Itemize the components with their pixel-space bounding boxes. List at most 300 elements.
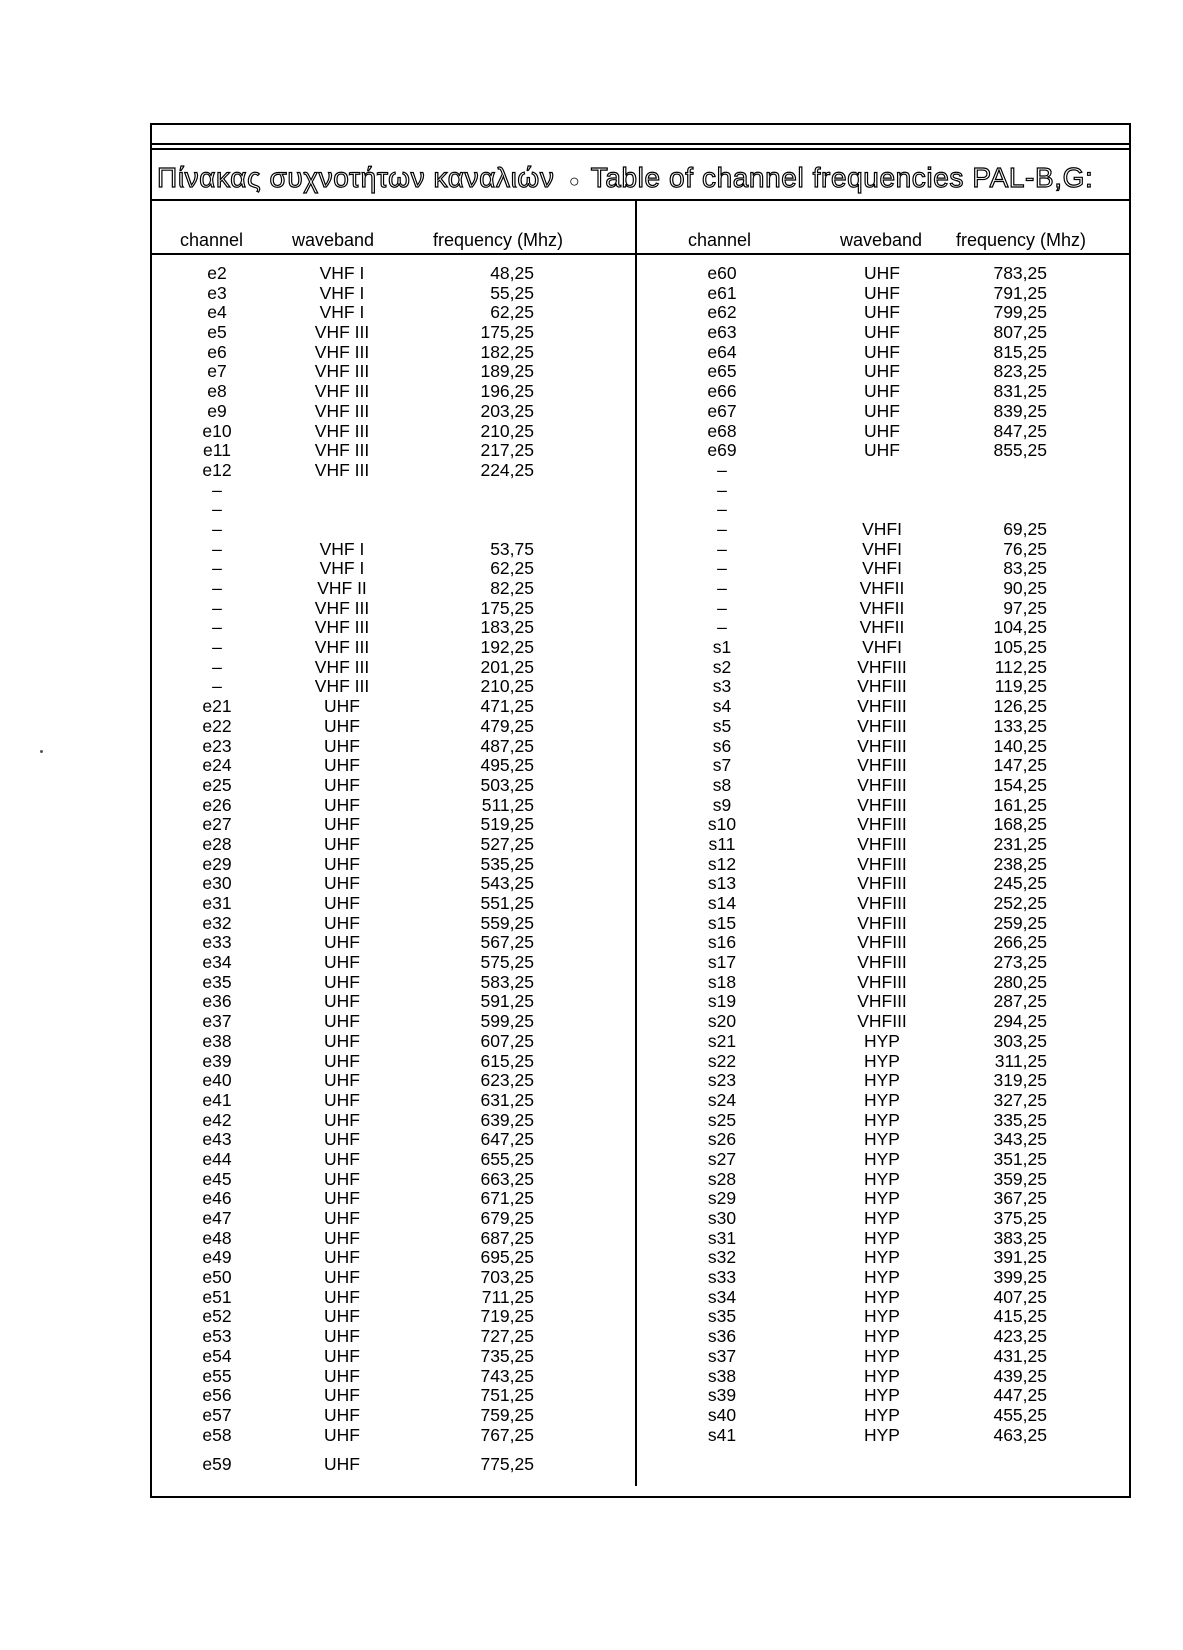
cell-channel: s9	[712, 794, 732, 815]
table-row	[152, 1032, 635, 1052]
cell-frequency: 97,25	[1003, 597, 1047, 618]
table-row	[152, 894, 635, 914]
cell-waveband: VHF III	[314, 322, 370, 343]
cell-channel: e53	[202, 1326, 232, 1347]
cell-waveband: VHFIII	[857, 735, 907, 756]
cell-channel: e51	[202, 1286, 232, 1307]
table-row	[637, 303, 1131, 323]
cell-waveband: UHF	[324, 1148, 360, 1169]
cell-waveband: UHF	[864, 322, 900, 343]
cell-frequency: 399,25	[993, 1267, 1047, 1288]
left-table-header	[152, 199, 635, 255]
cell-channel: e35	[202, 971, 232, 992]
cell-channel: s21	[707, 1030, 737, 1051]
cell-frequency: 407,25	[993, 1286, 1047, 1307]
cell-frequency: 217,25	[480, 440, 534, 461]
table-row	[152, 1367, 635, 1387]
header-frequency: frequency (Mhz)	[956, 230, 1087, 250]
table-row	[637, 737, 1131, 757]
cell-channel: e11	[203, 440, 231, 461]
cell-channel: s40	[707, 1404, 737, 1425]
cell-channel: s39	[707, 1385, 737, 1406]
cell-frequency: 367,25	[993, 1188, 1047, 1209]
cell-waveband: UHF	[324, 1109, 360, 1130]
table-row	[637, 284, 1131, 304]
cell-frequency: 791,25	[993, 282, 1047, 303]
table-row	[637, 953, 1131, 973]
cell-waveband: VHF III	[314, 617, 370, 638]
cell-waveband: VHFII	[859, 617, 905, 638]
table-row	[637, 1170, 1131, 1190]
cell-waveband: VHFIII	[857, 873, 907, 894]
page-title	[157, 158, 1093, 198]
cell-frequency: 599,25	[480, 1011, 534, 1032]
title-separator-icon: ○	[568, 171, 581, 191]
cell-channel: s7	[712, 755, 732, 776]
table-row	[152, 658, 635, 678]
cell-frequency: 319,25	[993, 1070, 1047, 1091]
cell-channel: e64	[707, 341, 737, 362]
cell-frequency: 639,25	[480, 1109, 534, 1130]
cell-waveband: VHFIII	[857, 696, 907, 717]
cell-frequency: 69,25	[1003, 518, 1047, 539]
cell-frequency: 303,25	[993, 1030, 1047, 1051]
table-row	[637, 697, 1131, 717]
cell-channel: e27	[202, 814, 232, 835]
cell-channel: e62	[707, 302, 737, 323]
table-row	[637, 422, 1131, 442]
cell-channel: e55	[202, 1365, 232, 1386]
cell-waveband: HYP	[864, 1089, 900, 1110]
table-row	[152, 776, 635, 796]
cell-channel: s33	[707, 1267, 737, 1288]
cell-channel: e48	[202, 1227, 232, 1248]
table-row	[152, 914, 635, 934]
cell-waveband: HYP	[864, 1168, 900, 1189]
cell-channel: e36	[202, 991, 232, 1012]
cell-frequency: 735,25	[480, 1345, 534, 1366]
cell-channel: e34	[202, 952, 232, 973]
cell-waveband: VHF III	[314, 597, 370, 618]
cell-channel: e4	[207, 302, 227, 323]
cell-channel: –	[212, 578, 222, 598]
cell-waveband: VHF III	[314, 440, 370, 461]
cell-channel: e54	[202, 1345, 232, 1366]
cell-waveband: HYP	[864, 1227, 900, 1248]
cell-channel: s28	[707, 1168, 737, 1189]
cell-waveband: UHF	[324, 1208, 360, 1228]
cell-waveband: UHF	[324, 1404, 360, 1425]
cell-frequency: 583,25	[480, 971, 534, 992]
cell-channel: e65	[707, 361, 737, 382]
cell-frequency: 631,25	[480, 1089, 534, 1110]
cell-frequency: 751,25	[480, 1385, 534, 1406]
cell-channel: s5	[712, 715, 732, 736]
cell-frequency: 104,25	[993, 617, 1047, 638]
top-rule-inner	[152, 148, 1129, 150]
cell-frequency: 359,25	[993, 1168, 1047, 1189]
cell-waveband: VHFI	[862, 538, 902, 559]
cell-frequency: 203,25	[480, 400, 534, 421]
cell-channel: –	[212, 518, 222, 539]
cell-channel: s3	[712, 676, 732, 697]
table-row	[152, 1386, 635, 1406]
cell-channel: s13	[707, 873, 737, 894]
cell-channel: e6	[207, 341, 227, 362]
cell-waveband: UHF	[324, 873, 360, 894]
table-row	[152, 1209, 635, 1229]
cell-channel: –	[717, 499, 727, 520]
cell-frequency: 447,25	[993, 1385, 1047, 1406]
cell-waveband: UHF	[324, 971, 360, 992]
table-row	[152, 874, 635, 894]
cell-frequency: 48,25	[490, 263, 534, 283]
table-row	[152, 1130, 635, 1150]
cell-waveband: UHF	[324, 1050, 360, 1071]
cell-channel: e2	[207, 263, 227, 283]
table-row	[637, 658, 1131, 678]
cell-waveband: VHFII	[859, 597, 905, 618]
cell-frequency: 192,25	[480, 637, 534, 658]
cell-channel: e66	[707, 381, 737, 402]
cell-channel: e24	[202, 755, 232, 776]
cell-frequency: 238,25	[993, 853, 1047, 874]
cell-waveband: VHF II	[317, 578, 367, 598]
cell-waveband: VHFIII	[857, 853, 907, 874]
cell-frequency: 775,25	[480, 1454, 534, 1475]
cell-frequency: 231,25	[993, 833, 1047, 854]
cell-waveband: VHF III	[314, 381, 370, 402]
cell-channel: s32	[707, 1247, 737, 1268]
cell-frequency: 343,25	[993, 1129, 1047, 1150]
cell-channel: –	[212, 538, 222, 559]
table-row	[152, 540, 635, 560]
cell-waveband: UHF	[864, 341, 900, 362]
cell-waveband: HYP	[864, 1030, 900, 1051]
cell-waveband: UHF	[324, 1345, 360, 1366]
cell-frequency: 266,25	[993, 932, 1047, 953]
cell-channel: e7	[207, 361, 227, 382]
table-row	[637, 1012, 1131, 1032]
cell-waveband: UHF	[324, 1365, 360, 1386]
cell-channel: e57	[202, 1404, 232, 1425]
cell-channel: e33	[202, 932, 232, 953]
table-row	[152, 422, 635, 442]
cell-channel: s8	[712, 774, 732, 795]
table-row	[152, 362, 635, 382]
cell-waveband: UHF	[324, 912, 360, 933]
cell-frequency: 112,25	[994, 656, 1047, 677]
cell-frequency: 90,25	[1003, 578, 1047, 598]
cell-waveband: UHF	[324, 1129, 360, 1150]
cell-channel: e56	[202, 1385, 232, 1406]
cell-channel: –	[212, 617, 222, 638]
table-row	[637, 579, 1131, 599]
cell-frequency: 53,75	[490, 538, 534, 559]
cell-waveband: VHFIII	[857, 1011, 907, 1032]
table-row	[637, 1229, 1131, 1249]
cell-waveband: VHFIII	[857, 656, 907, 677]
table-row	[637, 638, 1131, 658]
cell-channel: s14	[707, 893, 737, 913]
cell-waveband: UHF	[324, 952, 360, 973]
cell-channel: s37	[707, 1345, 737, 1366]
table-row	[152, 402, 635, 422]
table-row	[152, 1189, 635, 1209]
cell-waveband: VHF III	[314, 361, 370, 382]
cell-frequency: 287,25	[993, 991, 1047, 1012]
table-row	[637, 796, 1131, 816]
cell-channel: –	[212, 656, 222, 677]
table-row	[637, 1386, 1131, 1406]
cell-channel: e52	[202, 1306, 232, 1327]
cell-frequency: 311,25	[994, 1050, 1047, 1071]
cell-channel: e9	[207, 400, 227, 421]
cell-frequency: 559,25	[480, 912, 534, 933]
table-row	[637, 874, 1131, 894]
cell-waveband: VHFIII	[857, 774, 907, 795]
cell-frequency: 245,25	[993, 873, 1047, 894]
cell-waveband: VHFI	[862, 518, 902, 539]
cell-channel: –	[212, 499, 222, 520]
cell-waveband: HYP	[864, 1247, 900, 1268]
cell-frequency: 335,25	[993, 1109, 1047, 1130]
table-row	[152, 697, 635, 717]
cell-waveband: VHF I	[319, 538, 365, 559]
table-row	[152, 953, 635, 973]
table-row	[152, 303, 635, 323]
cell-waveband: UHF	[324, 1030, 360, 1051]
cell-channel: s24	[707, 1089, 737, 1110]
cell-waveband: VHFIII	[857, 715, 907, 736]
table-row	[637, 402, 1131, 422]
cell-channel: e58	[202, 1424, 232, 1445]
cell-channel: e40	[202, 1070, 232, 1091]
cell-channel: e42	[202, 1109, 232, 1130]
cell-frequency: 161,25	[993, 794, 1047, 815]
title-english: Table of channel frequencies PAL-B,G:	[590, 162, 1094, 193]
table-row	[637, 1091, 1131, 1111]
cell-waveband: VHFIII	[857, 833, 907, 854]
cell-channel: e37	[202, 1011, 232, 1032]
cell-frequency: 615,25	[480, 1050, 534, 1071]
cell-waveband: UHF	[324, 1385, 360, 1406]
cell-frequency: 687,25	[480, 1227, 534, 1248]
table-row	[637, 914, 1131, 934]
cell-waveband: UHF	[324, 932, 360, 953]
cell-waveband: UHF	[864, 400, 900, 421]
cell-waveband: UHF	[324, 794, 360, 815]
cell-waveband: HYP	[864, 1345, 900, 1366]
cell-waveband: VHFIII	[857, 932, 907, 953]
table-row	[152, 1248, 635, 1268]
cell-channel: s29	[707, 1188, 737, 1209]
cell-waveband: HYP	[864, 1365, 900, 1386]
cell-frequency: 391,25	[993, 1247, 1047, 1268]
table-row	[637, 1209, 1131, 1229]
table-row	[637, 973, 1131, 993]
cell-waveband: VHFII	[859, 578, 905, 598]
cell-waveband: HYP	[864, 1267, 900, 1288]
cell-waveband: UHF	[324, 735, 360, 756]
header-channel: channel	[180, 230, 244, 250]
table-row	[152, 677, 635, 697]
cell-frequency: 807,25	[993, 322, 1047, 343]
header-channel: channel	[688, 230, 752, 250]
cell-frequency: 551,25	[480, 893, 534, 913]
cell-channel: s11	[708, 833, 736, 854]
cell-channel: –	[717, 597, 727, 618]
table-row	[637, 835, 1131, 855]
cell-channel: –	[717, 558, 727, 579]
left-table-body	[152, 255, 635, 1475]
table-row	[152, 1052, 635, 1072]
table-row	[152, 1327, 635, 1347]
cell-waveband: VHF I	[319, 282, 365, 303]
right-table-body	[637, 255, 1131, 1445]
cell-channel: s4	[712, 696, 732, 717]
cell-frequency: 62,25	[490, 558, 534, 579]
cell-channel: s16	[707, 932, 737, 953]
cell-channel: s36	[707, 1326, 737, 1347]
cell-waveband: UHF	[864, 420, 900, 441]
cell-channel: e46	[202, 1188, 232, 1209]
cell-frequency: 105,25	[993, 637, 1047, 658]
cell-channel: e26	[202, 794, 232, 815]
cell-frequency: 183,25	[480, 617, 534, 638]
cell-frequency: 711,25	[481, 1286, 534, 1307]
cell-channel: e43	[202, 1129, 232, 1150]
cell-frequency: 210,25	[480, 420, 534, 441]
right-table-header	[637, 199, 1131, 255]
table-row	[637, 776, 1131, 796]
table-row	[152, 992, 635, 1012]
cell-frequency: 463,25	[993, 1424, 1047, 1445]
cell-waveband: UHF	[864, 381, 900, 402]
cell-frequency: 607,25	[480, 1030, 534, 1051]
table-row	[637, 1248, 1131, 1268]
table-row	[637, 559, 1131, 579]
cell-waveband: UHF	[324, 1011, 360, 1032]
cell-channel: s15	[707, 912, 737, 933]
cell-channel: e30	[202, 873, 232, 894]
cell-channel: e22	[202, 715, 232, 736]
cell-frequency: 663,25	[480, 1168, 534, 1189]
table-row	[152, 1455, 635, 1475]
table-row	[152, 933, 635, 953]
table-row	[152, 855, 635, 875]
cell-frequency: 62,25	[490, 302, 534, 323]
cell-channel: e12	[202, 459, 232, 480]
table-row	[152, 1012, 635, 1032]
cell-waveband: VHFIII	[857, 794, 907, 815]
table-row	[152, 323, 635, 343]
cell-frequency: 196,25	[480, 381, 534, 402]
cell-frequency: 679,25	[480, 1208, 534, 1228]
cell-frequency: 855,25	[993, 440, 1047, 461]
cell-channel: –	[717, 459, 727, 480]
cell-frequency: 783,25	[993, 263, 1047, 283]
cell-channel: e60	[707, 263, 737, 283]
cell-frequency: 154,25	[993, 774, 1047, 795]
cell-waveband: VHFIII	[857, 952, 907, 973]
table-row	[152, 1071, 635, 1091]
cell-frequency: 147,25	[993, 755, 1047, 776]
cell-frequency: 224,25	[480, 459, 534, 480]
cell-channel: s26	[707, 1129, 737, 1150]
cell-waveband: VHF I	[319, 558, 365, 579]
cell-frequency: 703,25	[480, 1267, 534, 1288]
table-row	[637, 1268, 1131, 1288]
cell-channel: –	[717, 518, 727, 539]
table-row	[152, 382, 635, 402]
cell-frequency: 126,25	[993, 696, 1047, 717]
cell-waveband: UHF	[324, 853, 360, 874]
cell-frequency: 280,25	[993, 971, 1047, 992]
cell-frequency: 575,25	[480, 952, 534, 973]
cell-channel: e59	[202, 1454, 232, 1475]
cell-frequency: 189,25	[480, 361, 534, 382]
cell-frequency: 55,25	[490, 282, 534, 303]
table-row	[637, 894, 1131, 914]
cell-channel: e31	[202, 893, 232, 913]
cell-frequency: 168,25	[993, 814, 1047, 835]
cell-waveband: UHF	[864, 282, 900, 303]
cell-frequency: 719,25	[480, 1306, 534, 1327]
cell-channel: –	[212, 597, 222, 618]
cell-waveband: VHF III	[314, 420, 370, 441]
cell-waveband: UHF	[324, 715, 360, 736]
cell-channel: e41	[202, 1089, 232, 1110]
cell-waveband: VHFIII	[857, 676, 907, 697]
cell-waveband: UHF	[324, 1070, 360, 1091]
cell-channel: –	[717, 617, 727, 638]
cell-frequency: 759,25	[480, 1404, 534, 1425]
cell-waveband: UHF	[864, 302, 900, 323]
cell-waveband: UHF	[324, 1089, 360, 1110]
cell-waveband: UHF	[324, 1227, 360, 1248]
cell-frequency: 567,25	[480, 932, 534, 953]
cell-channel: –	[212, 558, 222, 579]
cell-channel: e32	[202, 912, 232, 933]
cell-frequency: 439,25	[993, 1365, 1047, 1386]
cell-channel: e44	[202, 1148, 232, 1169]
cell-frequency: 119,25	[994, 676, 1047, 697]
table-row	[637, 677, 1131, 697]
table-row	[637, 1111, 1131, 1131]
table-row	[152, 599, 635, 619]
cell-channel: e45	[202, 1168, 232, 1189]
cell-channel: e50	[202, 1267, 232, 1288]
cell-waveband: VHFIII	[857, 893, 907, 913]
cell-channel: s30	[707, 1208, 737, 1228]
table-row	[637, 540, 1131, 560]
cell-frequency: 294,25	[993, 1011, 1047, 1032]
table-row	[152, 737, 635, 757]
cell-waveband: UHF	[324, 1454, 360, 1475]
cell-channel: –	[212, 676, 222, 697]
cell-frequency: 727,25	[480, 1326, 534, 1347]
cell-waveband: UHF	[324, 814, 360, 835]
table-row	[152, 500, 635, 520]
table-row	[152, 835, 635, 855]
cell-frequency: 273,25	[993, 952, 1047, 973]
cell-waveband: UHF	[324, 774, 360, 795]
cell-waveband: VHF III	[314, 400, 370, 421]
table-row	[152, 579, 635, 599]
cell-waveband: UHF	[324, 696, 360, 717]
cell-channel: e28	[202, 833, 232, 854]
